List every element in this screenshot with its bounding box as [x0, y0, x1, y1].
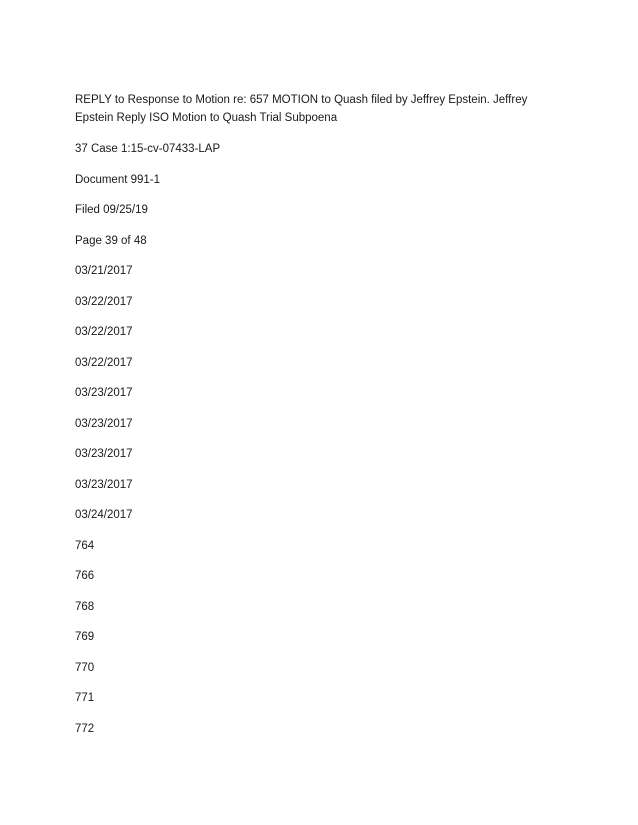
- docket-number-entry: 771: [75, 692, 95, 704]
- date-entry: 03/23/2017: [75, 387, 133, 399]
- docket-number-entry: 769: [75, 631, 95, 643]
- date-entry: 03/22/2017: [75, 356, 133, 369]
- page-number-line: Page 39 of 48: [75, 234, 147, 247]
- document-number-line: Document 991-1: [75, 173, 161, 186]
- docket-number-entry: 770: [75, 661, 95, 674]
- docket-number-entry: 764: [75, 539, 95, 552]
- filed-date-line: Filed 09/25/19: [75, 204, 148, 216]
- document-heading: REPLY to Response to Motion re: 657 MOTION to Quash filed by Jeffrey Epstein. Jeffrey Epstein Reply ISO Motion to Quash Trial Subpoena: [75, 94, 528, 124]
- docket-number-entry: 766: [75, 570, 95, 582]
- docket-number-entry: 768: [75, 600, 95, 613]
- date-entry: 03/22/2017: [75, 295, 133, 308]
- docket-number-entry: 772: [75, 722, 95, 735]
- date-entry: 03/23/2017: [75, 448, 133, 460]
- date-entry: 03/23/2017: [75, 417, 133, 430]
- date-entry: 03/24/2017: [75, 509, 133, 521]
- document-body: [75, 91, 565, 751]
- case-number-line: 37 Case 1:15-cv-07433-LAP: [75, 143, 221, 155]
- date-entry: 03/23/2017: [75, 478, 133, 491]
- date-entry: 03/22/2017: [75, 326, 133, 338]
- date-entry: 03/21/2017: [75, 265, 133, 277]
